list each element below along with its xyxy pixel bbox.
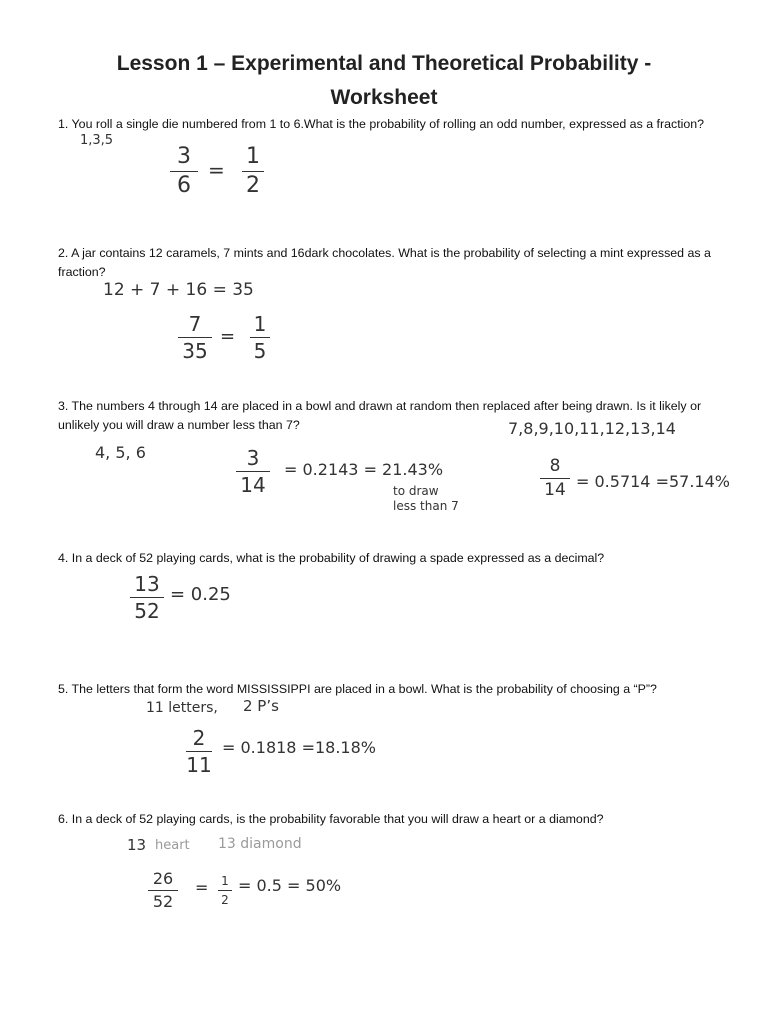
question-5-text: 5. The letters that form the word MISSISSIPPI are placed in a bowl. What is the probability of choosing a “P”? (58, 682, 657, 696)
q1-fraction-1-over-2 (242, 146, 264, 197)
q3-note-to-draw: to draw (393, 484, 439, 498)
q1-frac1-bar (170, 171, 198, 172)
q3-result-seven-or-more: = 0.5714 =57.14% (576, 472, 730, 491)
q5-frac-bar (186, 751, 212, 752)
q1-fraction-3-over-6 (170, 146, 198, 197)
q3-numbers-seven-to-fourteen: 7,8,9,10,11,12,13,14 (508, 419, 676, 438)
q5-p-count-note: 2 P’s (243, 697, 279, 715)
worksheet-title-line2: Worksheet (330, 86, 438, 109)
q2-frac2-bar (250, 337, 270, 338)
q6-hearts-count: 13 (127, 836, 147, 854)
q1-odd-numbers-note: 1,3,5 (80, 133, 114, 148)
q1-frac2-bar (242, 171, 264, 172)
question-2-text-line1: 2. A jar contains 12 caramels, 7 mints and 16dark chocolates. What is the probability of selecting a mint expressed as a (58, 246, 711, 260)
q6-frac1-numerator: 26 (152, 869, 174, 888)
q6-result: = 0.5 = 50% (238, 876, 342, 895)
q6-frac2-numerator: 1 (221, 874, 229, 888)
q5-frac-denominator: 11 (186, 753, 212, 777)
q3-fracA-denominator: 14 (240, 473, 266, 497)
q2-frac1-denominator: 35 (182, 339, 208, 363)
q3-fracB-bar (540, 478, 570, 479)
q3-fracB-numerator: 8 (549, 456, 561, 476)
q6-equals-sign: = (195, 878, 209, 897)
question-3-text-line2: unlikely you will draw a number less than 7? (58, 418, 300, 432)
q2-frac2-denominator: 5 (253, 339, 267, 363)
q1-frac2-numerator: 1 (246, 144, 260, 169)
q2-fraction-1-over-5 (250, 314, 270, 361)
q6-diamonds-note: 13 diamond (218, 836, 302, 852)
q1-frac2-denominator: 2 (246, 173, 260, 198)
q3-fracA-bar (236, 471, 270, 472)
q3-fracB-denominator: 14 (544, 480, 566, 500)
question-2-text-line2: fraction? (58, 265, 106, 279)
q5-result: = 0.1818 =18.18% (222, 738, 376, 757)
question-3-text-line1: 3. The numbers 4 through 14 are placed in a bowl and drawn at random then replaced after being drawn. Is it likely or (58, 399, 702, 413)
q4-frac-numerator: 13 (134, 572, 160, 596)
q6-fraction-1-over-2 (218, 875, 232, 906)
question-1-text: 1. You roll a single die numbered from 1 to 6.What is the probability of rolling an odd number, expressed as a fraction? (58, 117, 705, 131)
q1-frac1-denominator: 6 (177, 173, 191, 198)
q6-frac2-bar (218, 890, 232, 891)
q2-equals-sign: = (220, 326, 236, 347)
q4-result: = 0.25 (170, 584, 231, 605)
q2-fraction-7-over-35 (178, 314, 212, 361)
q6-frac1-bar (148, 890, 178, 891)
q6-fraction-26-over-52 (148, 871, 178, 910)
q2-frac1-bar (178, 337, 212, 338)
q3-result-less-than-seven: = 0.2143 = 21.43% (284, 460, 444, 479)
question-4-text: 4. In a deck of 52 playing cards, what is the probability of drawing a spade expressed as a decimal? (58, 551, 605, 565)
q1-frac1-numerator: 3 (177, 144, 191, 169)
q4-frac-denominator: 52 (134, 599, 160, 623)
q5-letters-note: 11 letters, (146, 700, 218, 716)
q4-fraction-13-over-52 (130, 574, 164, 621)
q6-hearts-label: heart (155, 838, 190, 853)
q1-equals-sign: = (208, 158, 225, 182)
q6-frac2-denominator: 2 (221, 893, 229, 907)
q3-numbers-four-to-six: 4, 5, 6 (95, 443, 146, 462)
q3-fraction-3-over-14 (236, 448, 270, 495)
q5-frac-numerator: 2 (192, 726, 206, 750)
question-6-text: 6. In a deck of 52 playing cards, is the probability favorable that you will draw a heart or a diamond? (58, 812, 604, 826)
q3-fraction-8-over-14 (540, 458, 570, 499)
q4-frac-bar (130, 597, 164, 598)
q2-frac1-numerator: 7 (188, 312, 202, 336)
q6-frac1-denominator: 52 (152, 892, 174, 911)
q2-frac2-numerator: 1 (253, 312, 267, 336)
q3-fracA-numerator: 3 (246, 446, 260, 470)
q5-fraction-2-over-11 (186, 728, 212, 775)
q2-sum-note: 12 + 7 + 16 = 35 (103, 280, 254, 300)
worksheet-title-line1: Lesson 1 – Experimental and Theoretical Probability - (116, 52, 652, 75)
q3-note-less-than-seven: less than 7 (393, 499, 459, 513)
